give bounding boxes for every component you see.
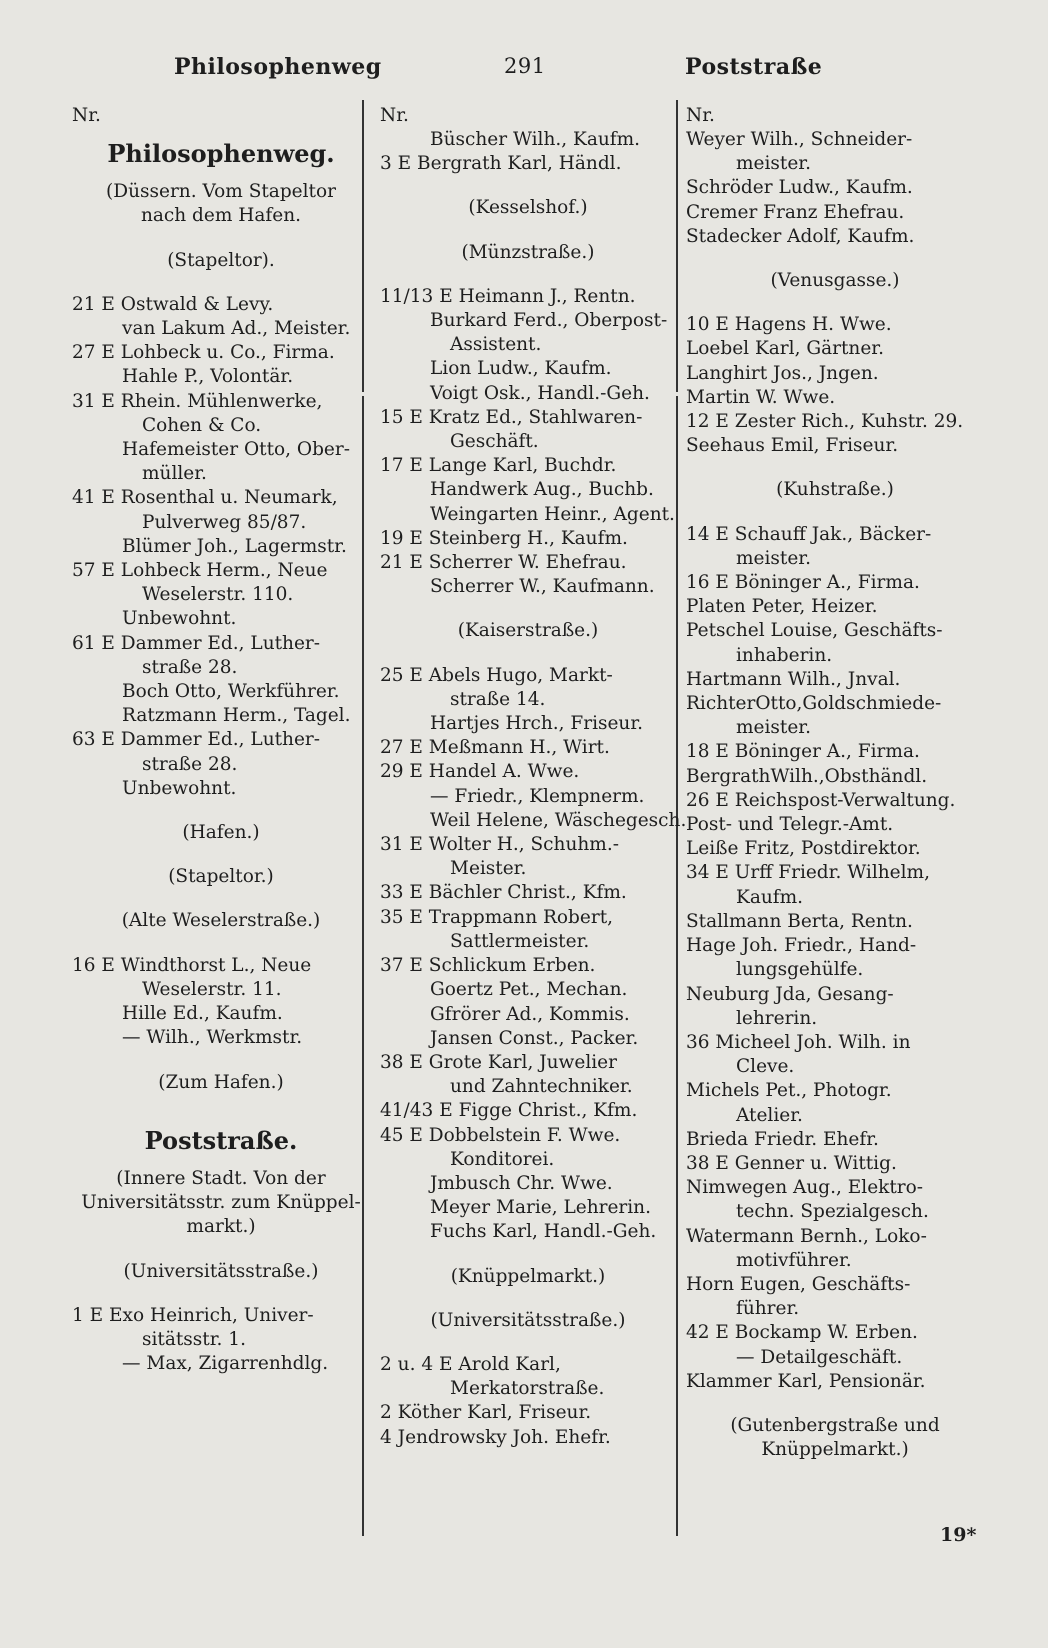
entry: Hafemeister Otto, Ober- — [122, 439, 350, 461]
printer-signature: 19* — [940, 1524, 977, 1546]
entry: Sattlermeister. — [450, 930, 590, 952]
entry: Hahle P., Volontär. — [122, 366, 294, 388]
entry: 31 E Rhein. Mühlenwerke, — [72, 390, 323, 412]
cross-street: (Kaiserstraße.) — [457, 620, 599, 642]
entry: 27 E Lohbeck u. Co., Firma. — [72, 342, 335, 364]
entry: 61 E Dammer Ed., Luther- — [72, 632, 321, 654]
nr-label: Nr. — [72, 105, 101, 126]
entry: 37 E Schlickum Erben. — [380, 955, 596, 977]
entry: Boch Otto, Werkführer. — [122, 681, 340, 703]
entry: 2 Köther Karl, Friseur. — [380, 1402, 592, 1424]
entry: Hage Joh. Friedr., Hand- — [686, 935, 917, 957]
entry: 16 E Windthorst L., Neue — [72, 954, 312, 976]
entry: inhaberin. — [736, 644, 833, 666]
entry: Weil Helene, Wäschegesch. — [430, 809, 687, 831]
entry: sitätsstr. 1. — [142, 1328, 246, 1350]
street-heading: Philosophenweg. — [107, 139, 335, 168]
nr-label: Nr. — [686, 105, 715, 126]
street-description: markt.) — [186, 1216, 256, 1238]
entry: — Wilh., Werkmstr. — [122, 1027, 303, 1049]
entry: 31 E Wolter H., Schuhm.- — [380, 834, 619, 856]
entry: 36 Micheel Joh. Wilh. in — [686, 1031, 911, 1053]
entry: Assistent. — [450, 334, 542, 356]
entry: 45 E Dobbelstein F. Wwe. — [380, 1124, 621, 1146]
entry: Kaufm. — [736, 886, 804, 908]
entry: Blümer Joh., Lagermstr. — [122, 535, 347, 557]
entry: 38 E Grote Karl, Juwelier — [380, 1051, 617, 1073]
cross-street: (Alte Weselerstraße.) — [121, 910, 321, 932]
cross-street: (Stapeltor). — [167, 249, 275, 271]
cross-street: (Hafen.) — [182, 822, 260, 844]
cross-street: (Münzstraße.) — [461, 241, 595, 263]
entry: Meister. — [450, 858, 527, 880]
running-head-right: Poststraße — [685, 54, 823, 80]
entry: Weselerstr. 11. — [142, 978, 282, 1000]
entry: Cleve. — [736, 1056, 795, 1078]
entry: und Zahntechniker. — [450, 1076, 633, 1098]
entry: Stallmann Berta, Rentn. — [686, 910, 913, 932]
entry: Merkatorstraße. — [450, 1378, 605, 1400]
cross-street: (Knüppelmarkt.) — [450, 1265, 606, 1287]
street-description: (Düssern. Vom Stapeltor — [106, 181, 336, 203]
entry: 27 E Meßmann H., Wirt. — [380, 737, 610, 759]
page-number: 291 — [504, 54, 546, 78]
street-description: Universitätsstr. zum Knüppel- — [81, 1192, 361, 1214]
entry: Cremer Franz Ehefrau. — [686, 201, 905, 223]
entry: meister. — [736, 153, 811, 175]
entry: Jmbusch Chr. Wwe. — [430, 1172, 613, 1194]
column-rule-2 — [676, 100, 678, 392]
entry: Goertz Pet., Mechan. — [430, 979, 628, 1001]
entry: — Friedr., Klempnerm. — [430, 785, 645, 807]
entry: meister. — [736, 547, 811, 569]
street-description: (Innere Stadt. Von der — [116, 1167, 326, 1189]
entry: Gfrörer Ad., Kommis. — [430, 1003, 630, 1025]
entry: lehrerin. — [736, 1007, 818, 1029]
entry: Scherrer W., Kaufmann. — [430, 576, 655, 598]
entry: 21 E Ostwald & Levy. — [72, 293, 274, 315]
entry: Klammer Karl, Pensionär. — [686, 1370, 926, 1392]
entry: 12 E Zester Rich., Kuhstr. 29. — [686, 411, 964, 433]
entry: Petschel Louise, Geschäfts- — [686, 620, 943, 642]
cross-street: Knüppelmarkt.) — [761, 1439, 909, 1461]
entry: 34 E Urff Friedr. Wilhelm, — [686, 862, 930, 884]
cross-street: (Venusgasse.) — [770, 270, 900, 292]
entry: 26 E Reichspost-Verwaltung. — [686, 789, 956, 811]
entry: Weselerstr. 110. — [142, 584, 294, 606]
entry: Ratzmann Herm., Tagel. — [122, 705, 351, 727]
entry: Meyer Marie, Lehrerin. — [430, 1197, 651, 1219]
entry: Martin W. Wwe. — [686, 386, 836, 408]
entry: straße 28. — [142, 753, 238, 775]
entry: führer. — [736, 1298, 800, 1320]
entry: 16 E Böninger A., Firma. — [686, 572, 920, 594]
entry: Brieda Friedr. Ehefr. — [686, 1128, 879, 1150]
entry: Weyer Wilh., Schneider- — [686, 129, 913, 150]
entry: Post- und Telegr.-Amt. — [686, 814, 894, 836]
entry: Handwerk Aug., Buchb. — [430, 479, 654, 501]
entry: Pulverweg 85/87. — [142, 511, 307, 533]
entry: 19 E Steinberg H., Kaufm. — [380, 527, 628, 549]
cross-street: (Universitätsstraße.) — [430, 1309, 626, 1331]
cross-street: (Gutenbergstraße und — [730, 1414, 940, 1436]
entry: 42 E Bockamp W. Erben. — [686, 1322, 918, 1344]
cross-street: (Zum Hafen.) — [158, 1071, 284, 1093]
entry: 41 E Rosenthal u. Neumark, — [72, 487, 338, 509]
entry: Atelier. — [736, 1104, 803, 1126]
entry: 29 E Handel A. Wwe. — [380, 761, 580, 783]
nr-label: Nr. — [380, 105, 409, 126]
entry: Unbewohnt. — [122, 777, 237, 799]
entry: 10 E Hagens H. Wwe. — [686, 314, 892, 336]
entry: Loebel Karl, Gärtner. — [686, 338, 884, 360]
entry: lungsgehülfe. — [736, 959, 864, 981]
entry: Lion Ludw., Kaufm. — [430, 358, 612, 380]
entry: 3 E Bergrath Karl, Händl. — [380, 153, 622, 175]
entry: Seehaus Emil, Friseur. — [686, 435, 899, 457]
entry: meister. — [736, 717, 811, 739]
entry: 25 E Abels Hugo, Markt- — [380, 664, 613, 686]
entry: Nimwegen Aug., Elektro- — [686, 1177, 924, 1199]
entry: Leiße Fritz, Postdirektor. — [686, 838, 921, 860]
street-description: nach dem Hafen. — [140, 205, 302, 227]
entry: Schröder Ludw., Kaufm. — [686, 177, 913, 199]
entry: Geschäft. — [450, 431, 539, 453]
entry: 35 E Trappmann Robert, — [380, 906, 614, 928]
entry: 18 E Böninger A., Firma. — [686, 741, 920, 763]
entry: straße 28. — [142, 656, 238, 678]
entry: — Max, Zigarrenhdlg. — [122, 1353, 329, 1375]
entry: 15 E Kratz Ed., Stahlwaren- — [380, 406, 643, 428]
entry: Michels Pet., Photogr. — [686, 1080, 892, 1102]
cross-street: (Kesselshof.) — [468, 197, 588, 219]
cross-street: (Kuhstraße.) — [776, 479, 894, 501]
entry: BergrathWilh.,Obsthändl. — [686, 765, 928, 787]
entry: Büscher Wilh., Kaufm. — [430, 129, 641, 150]
entry: 57 E Lohbeck Herm., Neue — [72, 560, 328, 582]
entry: straße 14. — [450, 688, 546, 710]
entry: Neuburg Jda, Gesang- — [686, 983, 894, 1005]
entry: — Detailgeschäft. — [736, 1346, 903, 1368]
entry: techn. Spezialgesch. — [736, 1201, 929, 1223]
entry: van Lakum Ad., Meister. — [122, 318, 351, 340]
entry: Stadecker Adolf, Kaufm. — [686, 225, 915, 247]
entry: Horn Eugen, Geschäfts- — [686, 1273, 911, 1295]
entry: 2 u. 4 E Arold Karl, — [380, 1353, 561, 1375]
entry: motivführer. — [736, 1249, 852, 1271]
entry: 14 E Schauff Jak., Bäcker- — [686, 523, 932, 545]
entry: Cohen & Co. — [142, 414, 262, 436]
entry: 63 E Dammer Ed., Luther- — [72, 729, 321, 751]
cross-street: (Stapeltor.) — [168, 866, 274, 888]
entry: 4 Jendrowsky Joh. Ehefr. — [380, 1426, 611, 1448]
entry: Jansen Const., Packer. — [430, 1027, 639, 1049]
entry: Platen Peter, Heizer. — [686, 596, 878, 618]
entry: Unbewohnt. — [122, 608, 237, 630]
running-head-left: Philosophenweg — [174, 54, 382, 80]
entry: Hille Ed., Kaufm. — [122, 1003, 283, 1025]
cross-street: (Universitätsstraße.) — [123, 1260, 319, 1282]
entry: Hartjes Hrch., Friseur. — [430, 713, 644, 735]
entry: Hartmann Wilh., Jnval. — [686, 668, 901, 690]
entry: 17 E Lange Karl, Buchdr. — [380, 455, 617, 477]
entry: 1 E Exo Heinrich, Univer- — [72, 1304, 314, 1326]
entry: 11/13 E Heimann J., Rentn. — [380, 285, 636, 307]
column-1 — [72, 104, 370, 1376]
entry: Weingarten Heinr., Agent. — [430, 503, 675, 525]
entry: müller. — [142, 463, 207, 485]
entry: Langhirt Jos., Jngen. — [686, 362, 879, 384]
entry: Burkard Ferd., Oberpost- — [430, 310, 668, 332]
entry: Voigt Osk., Handl.-Geh. — [430, 382, 650, 404]
entry: Watermann Bernh., Loko- — [686, 1225, 927, 1247]
entry: 21 E Scherrer W. Ehefrau. — [380, 552, 627, 574]
street-heading: Poststraße. — [144, 1125, 298, 1155]
entry: 41/43 E Figge Christ., Kfm. — [380, 1100, 638, 1122]
entry: Konditorei. — [450, 1148, 555, 1170]
column-3 — [686, 104, 984, 1462]
entry: 33 E Bächler Christ., Kfm. — [380, 882, 627, 904]
entry: RichterOtto,Goldschmiede- — [686, 693, 942, 715]
entry: 38 E Genner u. Wittig. — [686, 1152, 897, 1174]
column-2 — [380, 104, 687, 1450]
entry: Fuchs Karl, Handl.-Geh. — [430, 1221, 657, 1243]
column-rule-2b — [676, 396, 678, 1536]
